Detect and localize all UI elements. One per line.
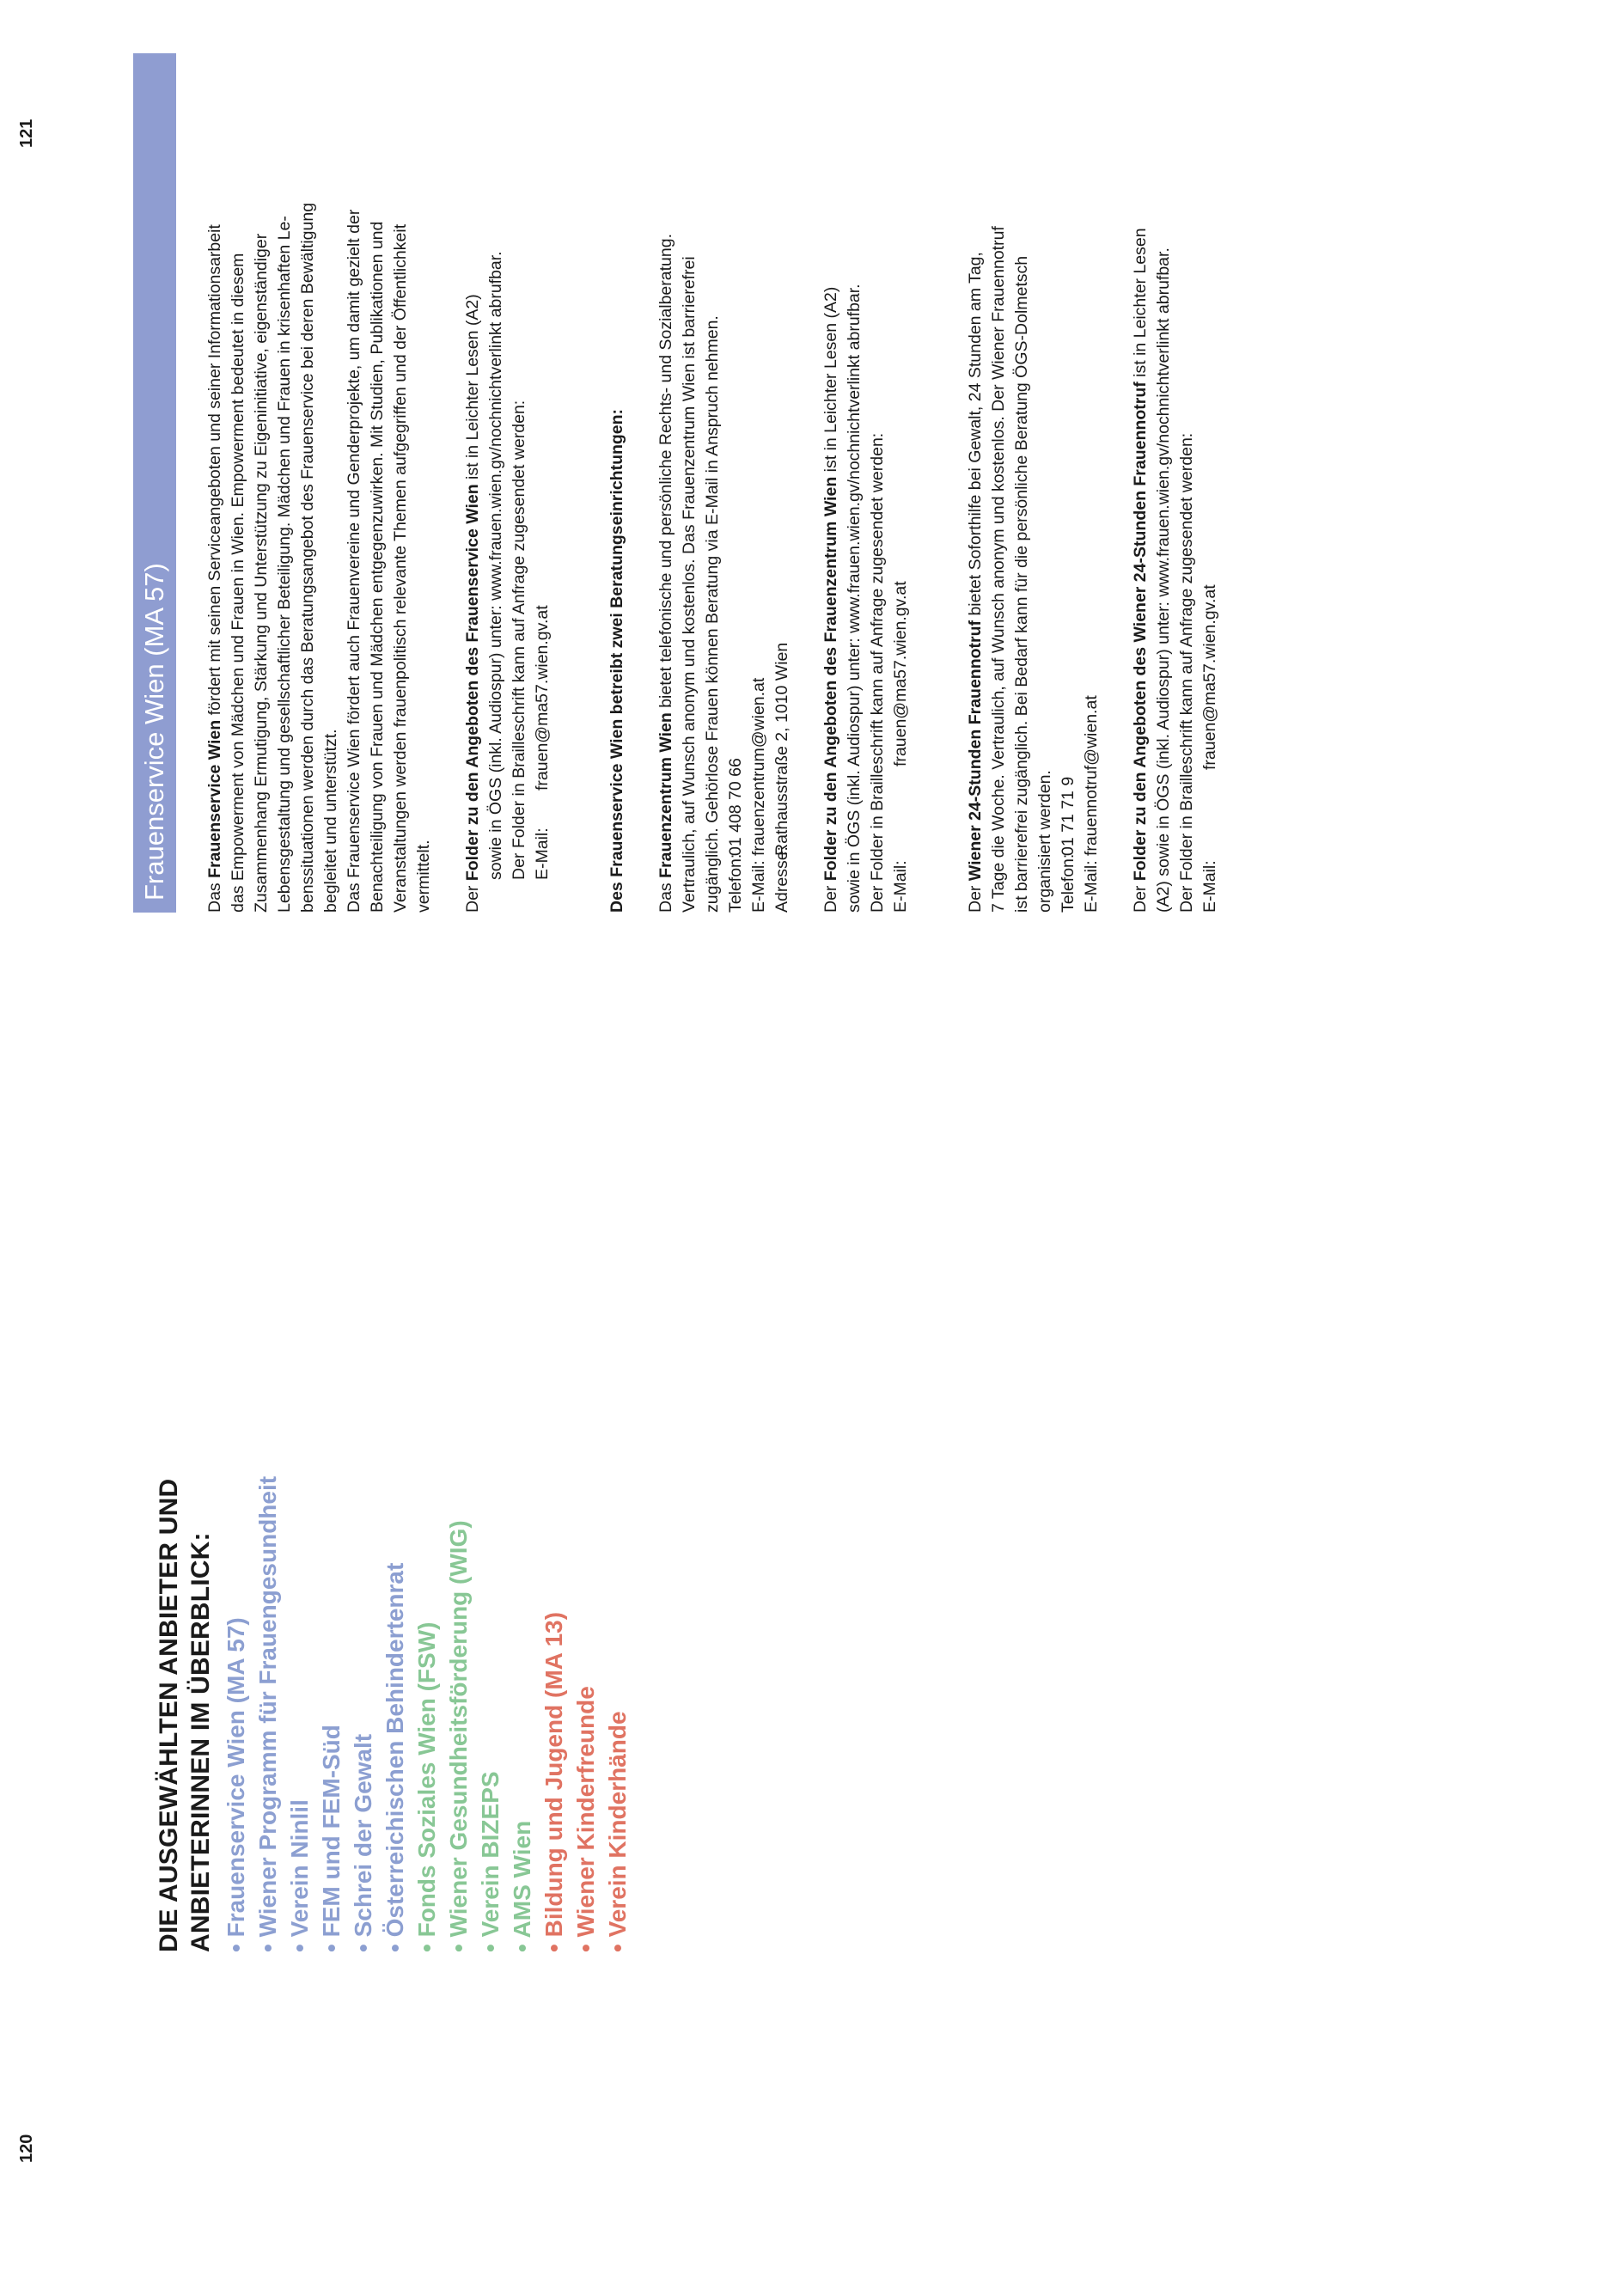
folder-info-frauennotruf: Der Folder zu den Angeboten des Wiener 24-Stunden Frauennotruf ist in Leichter Lesen (A2) sowie in ÖGS (inkl. Audiospur) unter: www.frauen.wien.gv/nochnichtverlinkt abrufbar. Der Folder in Brailleschrift kann auf Anfrage zugesendet werden: E-Mail: frauen@ma57.wien.gv.at xyxy=(1129,53,1222,913)
overview-title xyxy=(153,1179,217,1952)
provider-item: • Verein Kinderhände xyxy=(601,1179,633,1952)
folder-info-frauenzentrum: Der Folder zu den Angeboten des Frauenzentrum Wien ist in Leichter Lesen (A2) sowie in ÖGS (inkl. Audiospur) unter: www.frauen.wien.gv/nochnichtverlinkt abrufbar. Der Folder in Brailleschrift kann auf Anfrage zugesendet werden: E-Mail: frauen@ma57.wien.gv.at xyxy=(820,53,913,913)
intro-paragraph: Das Frauenservice Wien fördert mit seinen Serviceangeboten und seiner Informationsarbeit das Empowerment von Mädchen und Frauen in Wien. Empowerment bedeutet in diesem Zusammenhang Ermutigung, Stärkung und Unterstützung zu Eigeninitiative, eigenständiger Lebensgestaltung und gesellschaftlicher Beteiligung. Mädchen und Frauen in krisenhaften Le- benssituationen werden durch das Beratungsangebot des Frauenservice bei deren Bewältigung begleitet und unterstützt. Das Frauenservice Wien fördert auch Frauenvereine und Genderprojekte, um damit gezielt der Benachteiligung von Frauen und Mädchen entgegenzuwirken. Mit Studien, Publikationen und Veranstaltungen werden frauenpolitisch relevante Themen aufgegriffen und der Öffentlichkeit vermittelt. xyxy=(205,202,433,913)
page-number-right: 121 xyxy=(17,119,36,148)
provider-item: • FEM und FEM-Süd xyxy=(315,1179,347,1952)
zentrum-email[interactable]: frauenzentrum@wien.at xyxy=(749,677,768,856)
folder3-email[interactable]: frauen@ma57.wien.gv.at xyxy=(1200,584,1219,770)
provider-item: • Wiener Programm für Frauengesundheit xyxy=(252,1179,284,1952)
page-number-left: 120 xyxy=(17,2134,36,2163)
provider-item: • Verein BIZEPS xyxy=(474,1179,506,1952)
folder1-email-row: E-Mail: frauen@ma57.wien.gv.at xyxy=(531,53,554,913)
zentrum-phone[interactable]: 01 408 70 66 xyxy=(726,758,745,856)
counselling-heading: Des Frauenservice Wien betreibt zwei Beratungseinrichtungen: xyxy=(607,408,626,913)
provider-item: • Frauenservice Wien (MA 57) xyxy=(220,1179,252,1952)
overview-title-line2: ANBIETERINNEN IM ÜBERBLICK: xyxy=(186,1532,215,1952)
zentrum-email-row: E-Mail: frauenzentrum@wien.at xyxy=(748,53,771,913)
notruf-phone[interactable]: 01 71 71 9 xyxy=(1059,776,1078,856)
provider-item: • Schrei der Gewalt xyxy=(347,1179,379,1952)
section-banner: Frauenservice Wien (MA 57) xyxy=(133,53,176,913)
provider-item: • Wiener Kinderfreunde xyxy=(570,1179,601,1952)
provider-item: • Bildung und Jugend (MA 13) xyxy=(538,1179,570,1952)
folder2-email[interactable]: frauen@ma57.wien.gv.at xyxy=(891,581,910,766)
notruf-email[interactable]: frauennotruf@wien.at xyxy=(1082,695,1101,856)
folder3-email-row: E-Mail: frauen@ma57.wien.gv.at xyxy=(1199,53,1222,913)
notruf-email-row: E-Mail: frauennotruf@wien.at xyxy=(1080,53,1103,913)
provider-list xyxy=(220,1179,633,1952)
zentrum-address: Rathausstraße 2, 1010 Wien xyxy=(772,642,791,856)
folder2-email-row: E-Mail: frauen@ma57.wien.gv.at xyxy=(889,53,913,913)
provider-item: • Wiener Gesundheitsförderung (WIG) xyxy=(443,1179,474,1952)
overview-title-line1: DIE AUSGEWÄHLTEN ANBIETER UND xyxy=(155,1478,183,1952)
frauenzentrum-info: Das Frauenzentrum Wien bietet telefonische und persönliche Rechts- und Sozialberatung. Vertraulich, auf Wunsch anonym und kostenlos. Das Frauenzentrum Wien ist barrierefrei zugänglich. Gehörlose Frauen können Beratung via E-Mail in Anspruch nehmen. Telefon: 01 408 70 66 E-Mail: frauenzentrum@wien.at Adresse: Rathausstraße 2, 1010 Wien xyxy=(655,53,794,913)
frauenservice-section xyxy=(133,53,1222,913)
zentrum-phone-row: Telefon: 01 408 70 66 xyxy=(724,53,748,913)
folder-info-frauenservice: Der Folder zu den Angeboten des Frauenservice Wien ist in Leichter Lesen (A2) sowie in ÖGS (inkl. Audiospur) unter: www.frauen.wien.gv/nochnichtverlinkt abrufbar. Der Folder in Brailleschrift kann auf Anfrage zugesendet werden: E-Mail: frauen@ma57.wien.gv.at xyxy=(461,53,554,913)
notruf-phone-row: Telefon: 01 71 71 9 xyxy=(1057,53,1080,913)
provider-item: • AMS Wien xyxy=(506,1179,538,1952)
folder1-email[interactable]: frauen@ma57.wien.gv.at xyxy=(533,605,552,791)
provider-overview xyxy=(153,1179,633,1952)
zentrum-address-row: Adresse: Rathausstraße 2, 1010 Wien xyxy=(771,53,794,913)
provider-item: • Fonds Soziales Wien (FSW) xyxy=(411,1179,443,1952)
provider-item: • Österreichischen Behindertenrat xyxy=(379,1179,411,1952)
frauennotruf-info: Der Wiener 24-Stunden Frauennotruf bietet Soforthilfe bei Gewalt, 24 Stunden am Tag, 7 Tage die Woche. Vertraulich, auf Wunsch anonym und kostenlos. Der Wiener Frauennotruf ist barrierefrei zugänglich. Bei Bedarf kann für die persönliche Beratung ÖGS-Dolmetsch organisiert werden. Telefon: 01 71 71 9 E-Mail: frauennotruf@wien.at xyxy=(964,53,1103,913)
provider-item: • Verein Ninlil xyxy=(284,1179,315,1952)
